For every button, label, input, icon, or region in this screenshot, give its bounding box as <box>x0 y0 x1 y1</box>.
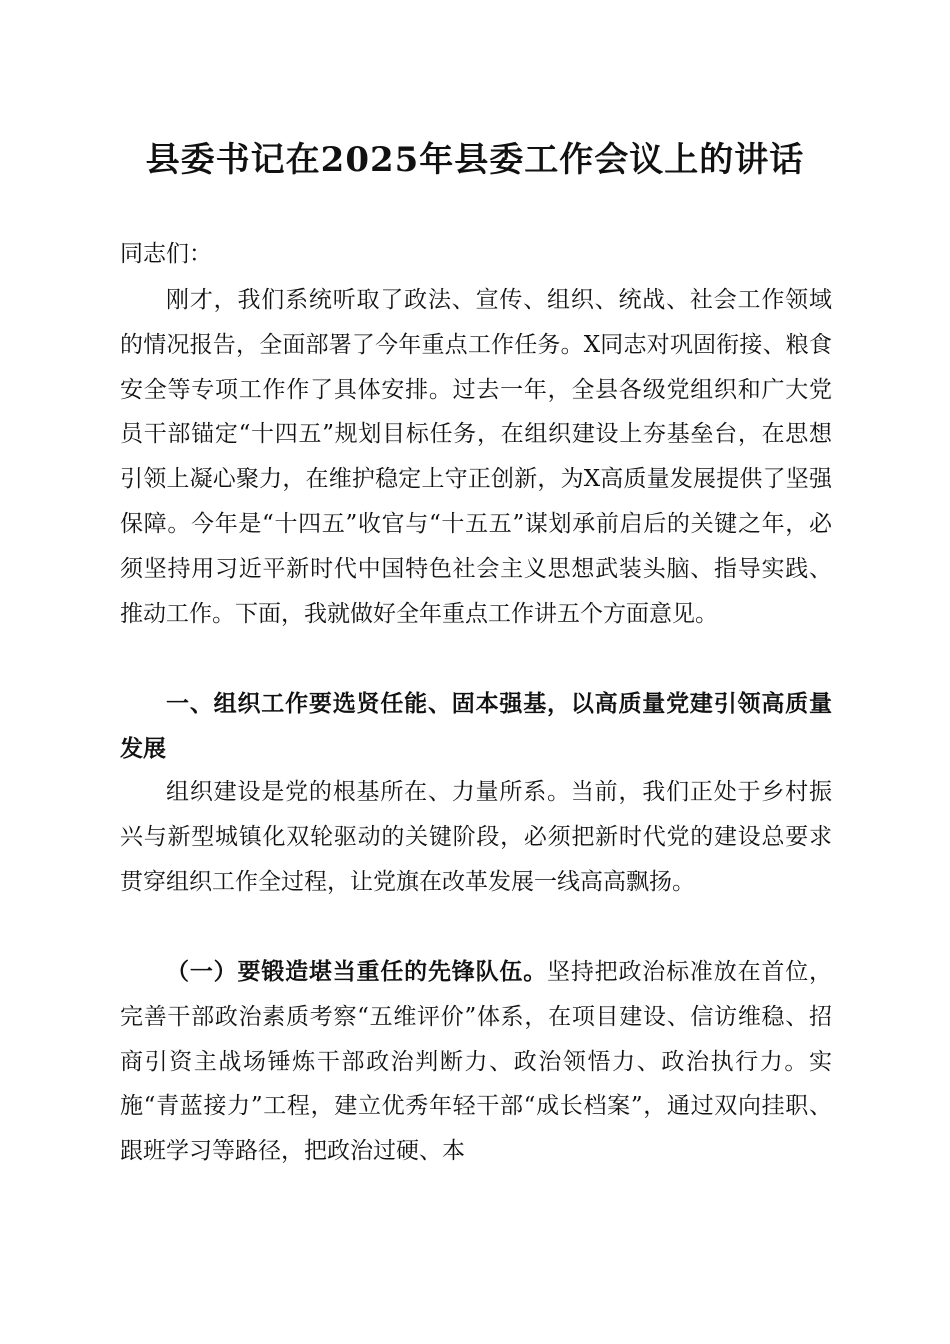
subsection-heading-1: （一）要锻造堪当重任的先锋队伍。 <box>166 959 548 985</box>
paragraph-section-1: 组织建设是党的根基所在、力量所系。当前，我们正处于乡村振兴与新型城镇化双轮驱动的关键阶段，必须把新时代党的建设总要求贯穿组织工作全过程，让党旗在改革发展一线高高飘扬。 <box>120 779 832 895</box>
salutation: 同志们： <box>120 241 212 267</box>
paragraph-subsection-1 <box>120 950 832 1174</box>
subsection-body-1: 坚持把政治标准放在首位，完善干部政治素质考察“五维评价”体系，在项目建设、信访维稳、招商引资主战场锤炼干部政治判断力、政治领悟力、政治执行力。实施“青蓝接力”工程，建立优秀年轻干部“成长档案”，通过双向挂职、跟班学习等路径，把政治过硬、本 <box>120 959 833 1165</box>
section-heading-1: 一、组织工作要选贤任能、固本强基，以高质量党建引领高质量发展 <box>120 691 832 762</box>
document-title: 县委书记在2025年县委工作会议上的讲话 <box>145 140 805 180</box>
paragraph-intro: 刚才，我们系统听取了政法、宣传、组织、统战、社会工作领域的情况报告，全面部署了今年重点工作任务。X同志对巩固衔接、粮食安全等专项工作作了具体安排。过去一年，全县各级党组织和广大党员干部锚定“十四五”规划目标任务，在组织建设上夯基垒台，在思想引领上凝心聚力，在维护稳定上守正创新，为X高质量发展提供了坚强保障。今年是“十四五”收官与“十五五”谋划承前启后的关键之年，必须坚持用习近平新时代中国特色社会主义思想武装头脑、指导实践、推动工作。下面，我就做好全年重点工作讲五个方面意见。 <box>120 287 832 627</box>
